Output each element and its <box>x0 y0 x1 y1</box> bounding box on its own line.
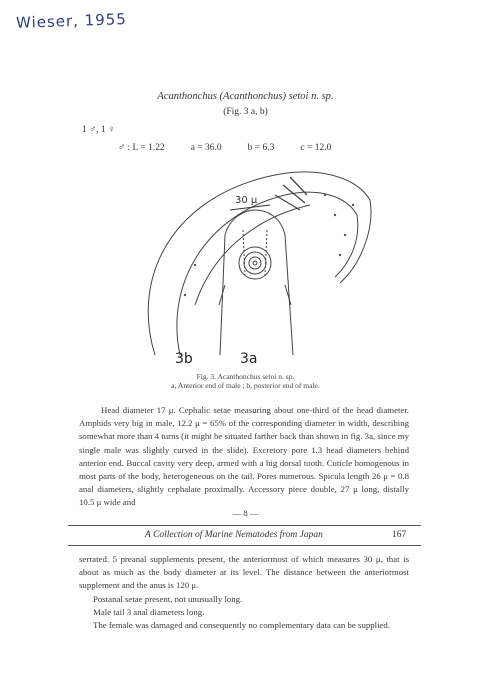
measure-c: c = 12.0 <box>300 143 332 153</box>
measure-length: ♂ : L = 1.22 <box>118 143 165 153</box>
description-paragraph-1: Head diameter 17 μ. Cephalic setae measuring about one-third of the head diameter. Amphids very big in male, 12.2 μ = 65% of the corresponding diameter in width, describing somewhat more than 4 turns (it might be situated farther back than shown in fig. 3a, since my single male was slightly curved in the slide). Excretory pore 1.3 head diameters behind anterior end. Buccal cavity very deep, armed with a big dorsal tooth. Cuticle homogenous in most parts of the body, heterogeneous on the tail. Pores numerous. Spicula length 26 μ = 0.8 anal diameters, slightly cephalate proximally. Accessory piece double, 27 μ long, distally 10.5 μ wide and <box>79 405 409 508</box>
running-header: A Collection of Marine Nematodes from Japan <box>145 530 323 540</box>
tail-inner-line <box>195 205 310 305</box>
page-number-bottom: 167 <box>392 530 407 540</box>
pore <box>324 194 326 196</box>
description-paragraph-2 <box>79 553 409 632</box>
amphid-ring-2 <box>244 252 266 274</box>
figure-caption-line2: a, Anterior end of male ; b, posterior end of male. <box>171 381 320 390</box>
female-note-text: The female was damaged and consequently no complementary data can be supplied. <box>93 620 391 631</box>
species-title: Acanthonchus (Acanthonchus) setoi n. sp. <box>157 91 334 102</box>
measure-a: a = 36.0 <box>190 143 222 153</box>
pore <box>194 264 196 266</box>
figure-label-3b: 3b <box>175 351 193 367</box>
amphid-ring-4 <box>253 261 257 265</box>
figure-caption-line1: Fig. 3. Acanthonchus setoi n. sp. <box>196 372 295 381</box>
tail-outer-outline <box>148 172 371 355</box>
amphid-ring-3 <box>249 257 261 269</box>
measurements-row <box>118 143 331 153</box>
scale-label: 30 μ <box>235 195 258 206</box>
pore <box>339 254 341 256</box>
specimen-count: 1 ♂, 1 ♀ <box>82 125 116 135</box>
excretory-duct <box>219 285 291 305</box>
pore <box>184 294 186 296</box>
figure-reference: (Fig. 3 a, b) <box>223 107 268 117</box>
pore <box>344 234 346 236</box>
nematode-figure <box>135 155 375 370</box>
tail-length-text: Male tail 3 anal diameters long. <box>93 606 205 617</box>
header-rule <box>68 545 421 546</box>
figure-label-3a: 3a <box>240 351 258 367</box>
handwritten-note: Wieser, 1955 <box>15 10 128 32</box>
head-right-outline <box>255 210 293 355</box>
supplements-text: serrated. 5 preanal supplements present, the anteriormost of which measures 30 μ, that is about as much as the body diameter at its level. The distance between the anteriormost supplement and the anus is 120 μ. <box>79 554 409 591</box>
pore <box>334 214 336 216</box>
page-divider <box>68 525 421 526</box>
measure-b: b = 6.3 <box>247 143 275 153</box>
postanal-setae-text: Postanal setae present, not unusually long. <box>93 593 243 604</box>
page-number-top: — 8 — <box>232 508 259 518</box>
pore <box>352 204 354 206</box>
